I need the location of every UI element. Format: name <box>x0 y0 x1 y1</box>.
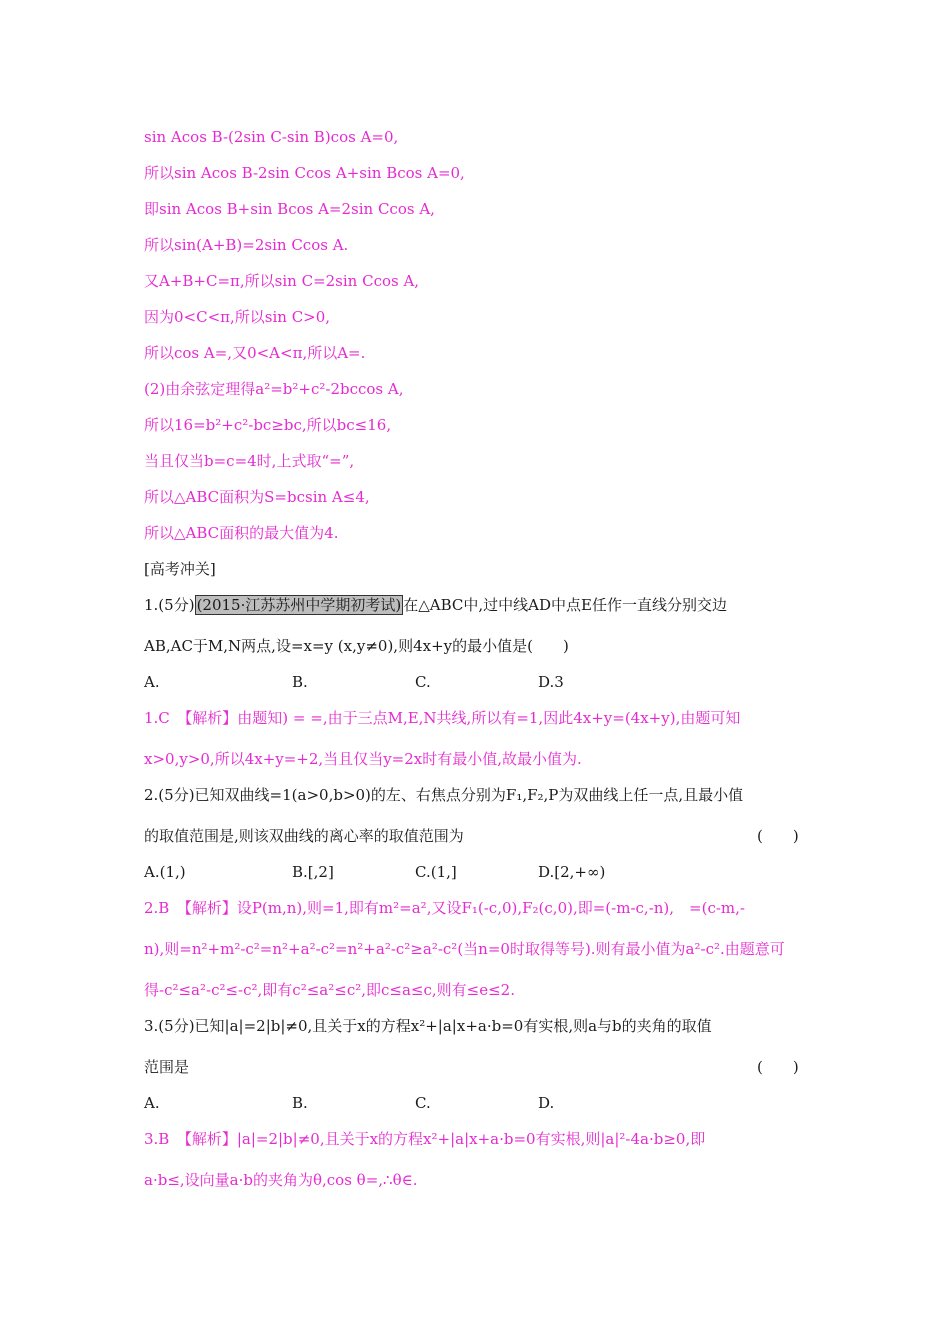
solution-line-11: 所以△ABC面积为S=bcsin A≤4, <box>144 488 370 506</box>
question-3-answer-line2: a·b≤,设向量a·b的夹角为θ,cos θ=,∴θ∈. <box>144 1171 418 1189</box>
question-1-option-d: D.3 <box>538 673 564 691</box>
question-1-stem-line2: AB,AC于M,N两点,设=x=y (x,y≠0),则4x+y的最小值是( ) <box>144 637 569 655</box>
question-3-option-a: A. <box>144 1094 160 1112</box>
question-3-stem-line2: 范围是 <box>144 1058 190 1076</box>
question-1-source-tag: (2015·江苏苏州中学期初考试) <box>196 596 402 614</box>
question-2-option-c: C.(1,] <box>415 863 457 881</box>
solution-line-4: 所以sin(A+B)=2sin Ccos A. <box>144 236 349 254</box>
solution-line-6: 因为0<C<π,所以sin C>0, <box>144 308 331 326</box>
question-2-answer-line1: 2.B 【解析】设P(m,n),则=1,即有m²=a²,又设F₁(-c,0),F₂(c,0),即=(-m-c,-n), =(c-m,- <box>144 899 745 917</box>
question-3-option-b: B. <box>292 1094 308 1112</box>
solution-line-1: sin Acos B-(2sin C-sin B)cos A=0, <box>144 128 399 146</box>
question-3-option-c: C. <box>415 1094 431 1112</box>
question-2-option-a: A.(1,) <box>144 863 186 881</box>
question-1-answer-line1: 1.C 【解析】由题知) = =,由于三点M,E,N共线,所以有=1,因此4x+y=(4x+y),由题可知 <box>144 709 741 727</box>
solution-line-2: 所以sin Acos B-2sin Ccos A+sin Bcos A=0, <box>144 164 465 182</box>
question-3-answer-line1: 3.B 【解析】|a|=2|b|≠0,且关于x的方程x²+|a|x+a·b=0有实根,则|a|²-4a·b≥0,即 <box>144 1130 706 1148</box>
section-title: [高考冲关] <box>144 560 216 578</box>
question-2-stem-line2: 的取值范围是,则该双曲线的离心率的取值范围为 <box>144 827 464 845</box>
question-3-stem: 3.(5分)已知|a|=2|b|≠0,且关于x的方程x²+|a|x+a·b=0有实根,则a与b的夹角的取值 <box>144 1017 712 1035</box>
question-1-option-a: A. <box>144 673 160 691</box>
question-1-option-c: C. <box>415 673 431 691</box>
solution-line-5: 又A+B+C=π,所以sin C=2sin Ccos A, <box>144 272 420 290</box>
question-2-option-d: D.[2,+∞) <box>538 863 606 881</box>
question-1-text: 在△ABC中,过中线AD中点E任作一直线分别交边 <box>403 596 727 614</box>
solution-line-3: 即sin Acos B+sin Bcos A=2sin Ccos A, <box>144 200 435 218</box>
solution-line-12: 所以△ABC面积的最大值为4. <box>144 524 339 542</box>
question-2-option-b: B.[,2] <box>292 863 334 881</box>
question-3-option-d: D. <box>538 1094 555 1112</box>
question-1-answer-line2: x>0,y>0,所以4x+y=+2,当且仅当y=2x时有最小值,故最小值为. <box>144 750 582 768</box>
question-1-number: 1.(5分) <box>144 596 195 614</box>
question-2-answer-line2: n),则=n²+m²-c²=n²+a²-c²=n²+a²-c²≥a²-c²(当n=0时取得等号).则有最小值为a²-c².由题意可 <box>144 940 785 958</box>
solution-line-10: 当且仅当b=c=4时,上式取“=”, <box>144 452 355 470</box>
question-2-answer-paren: ( ) <box>757 827 799 845</box>
question-2-stem: 2.(5分)已知双曲线=1(a>0,b>0)的左、右焦点分别为F₁,F₂,P为双曲线上任一点,且最小值 <box>144 786 744 804</box>
question-3-answer-paren: ( ) <box>757 1058 799 1076</box>
question-1-stem <box>144 595 727 615</box>
solution-line-9: 所以16=b²+c²-bc≥bc,所以bc≤16, <box>144 416 392 434</box>
solution-line-7: 所以cos A=,又0<A<π,所以A=. <box>144 344 366 362</box>
solution-line-8: (2)由余弦定理得a²=b²+c²-2bccos A, <box>144 380 404 398</box>
question-1-option-b: B. <box>292 673 308 691</box>
question-2-answer-line3: 得-c²≤a²-c²≤-c²,即有c²≤a²≤c²,即c≤a≤c,则有≤e≤2. <box>144 981 515 999</box>
